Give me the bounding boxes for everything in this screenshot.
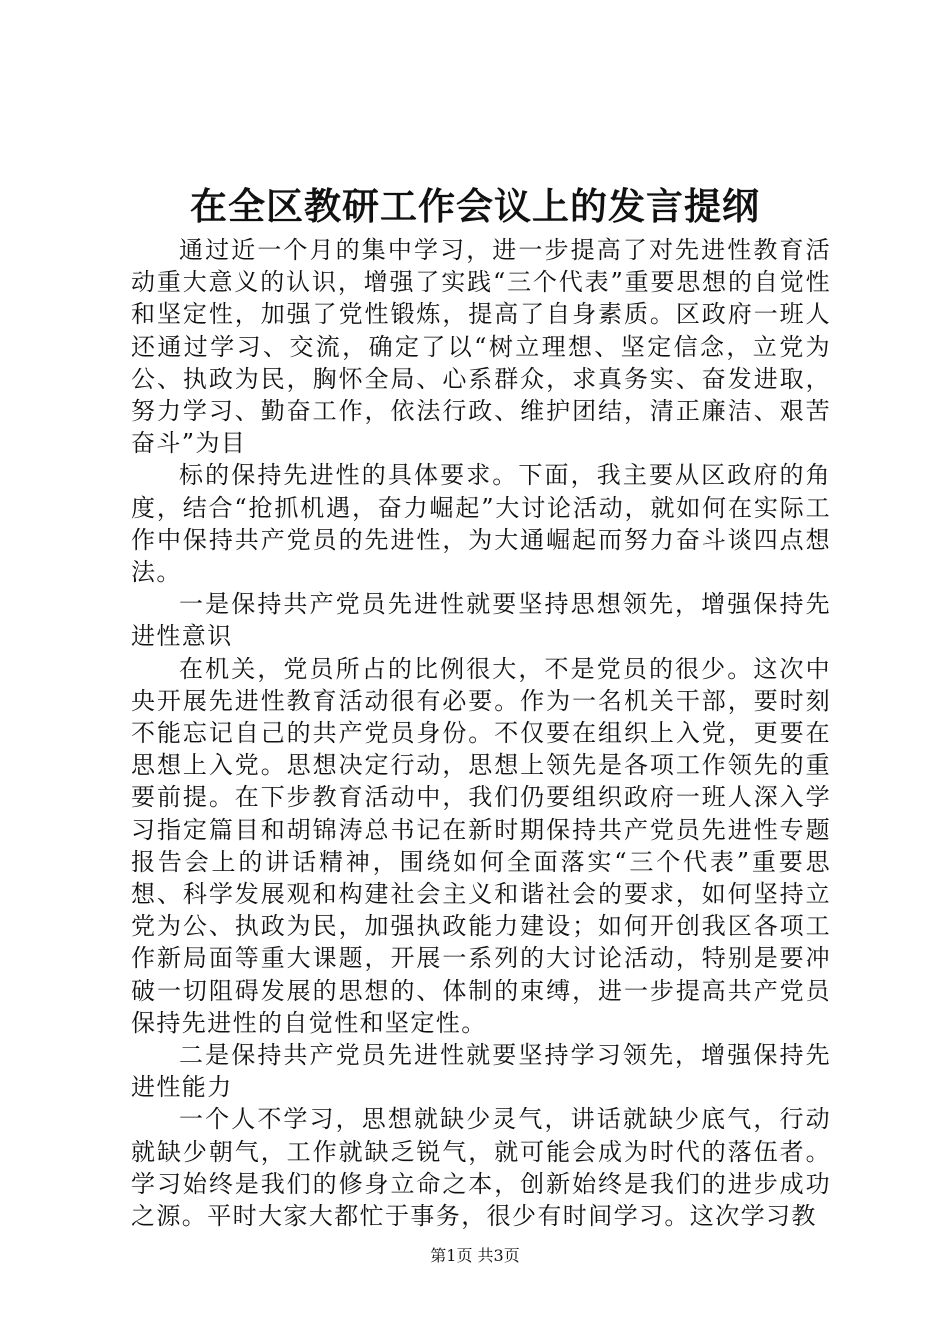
document-title: 在全区教研工作会议上的发言提纲 xyxy=(190,184,760,228)
section-heading-two: 二是保持共产党员先进性就要坚持学习领先，增强保持先进性能力 xyxy=(131,1041,831,1102)
page-number: 第1页 共3页 xyxy=(430,1246,520,1265)
paragraph-intro-continued: 标的保持先进性的具体要求。下面，我主要从区政府的角度，结合“抢抓机遇，奋力崛起”大讨论活动，就如何在实际工作中保持共产党员的先进性，为大通崛起而努力奋斗谈四点想法。 xyxy=(131,461,831,587)
paragraph-intro: 通过近一个月的集中学习，进一步提高了对先进性教育活动重大意义的认识，增强了实践“三个代表”重要思想的自觉性和坚定性，加强了党性锻炼，提高了自身素质。区政府一班人还通过学习、交流，确定了以“树立理想、坚定信念，立党为公、执政为民，胸怀全局、心系群众，求真务实、奋发进取，努力学习、勤奋工作，依法行政、维护团结，清正廉洁、艰苦奋斗”为目 xyxy=(131,236,831,458)
paragraph-section-one: 在机关，党员所占的比例很大，不是党员的很少。这次中央开展先进性教育活动很有必要。作为一名机关干部，要时刻不能忘记自己的共产党员身份。不仅要在组织上入党，更要在思想上入党。思想决定行动，思想上领先是各项工作领先的重要前提。在下步教育活动中，我们仍要组织政府一班人深入学习指定篇目和胡锦涛总书记在新时期保持共产党员先进性专题报告会上的讲话精神，围绕如何全面落实“三个代表”重要思想、科学发展观和构建社会主义和谐社会的要求，如何坚持立党为公、执政为民，加强执政能力建设；如何开创我区各项工作新局面等重大课题，开展一系列的大讨论活动，特别是要冲破一切阻碍发展的思想的、体制的束缚，进一步提高共产党员保持先进性的自觉性和坚定性。 xyxy=(131,654,831,1037)
document-body xyxy=(131,234,831,1232)
paragraph-section-two: 一个人不学习，思想就缺少灵气，讲话就缺少底气，行动就缺少朝气，工作就缺乏锐气，就可能会成为时代的落伍者。学习始终是我们的修身立命之本，创新始终是我们的进步成功之源。平时大家大都忙于事务，很少有时间学习。这次学习教 xyxy=(131,1105,831,1231)
section-heading-one: 一是保持共产党员先进性就要坚持思想领先，增强保持先进性意识 xyxy=(131,590,831,651)
